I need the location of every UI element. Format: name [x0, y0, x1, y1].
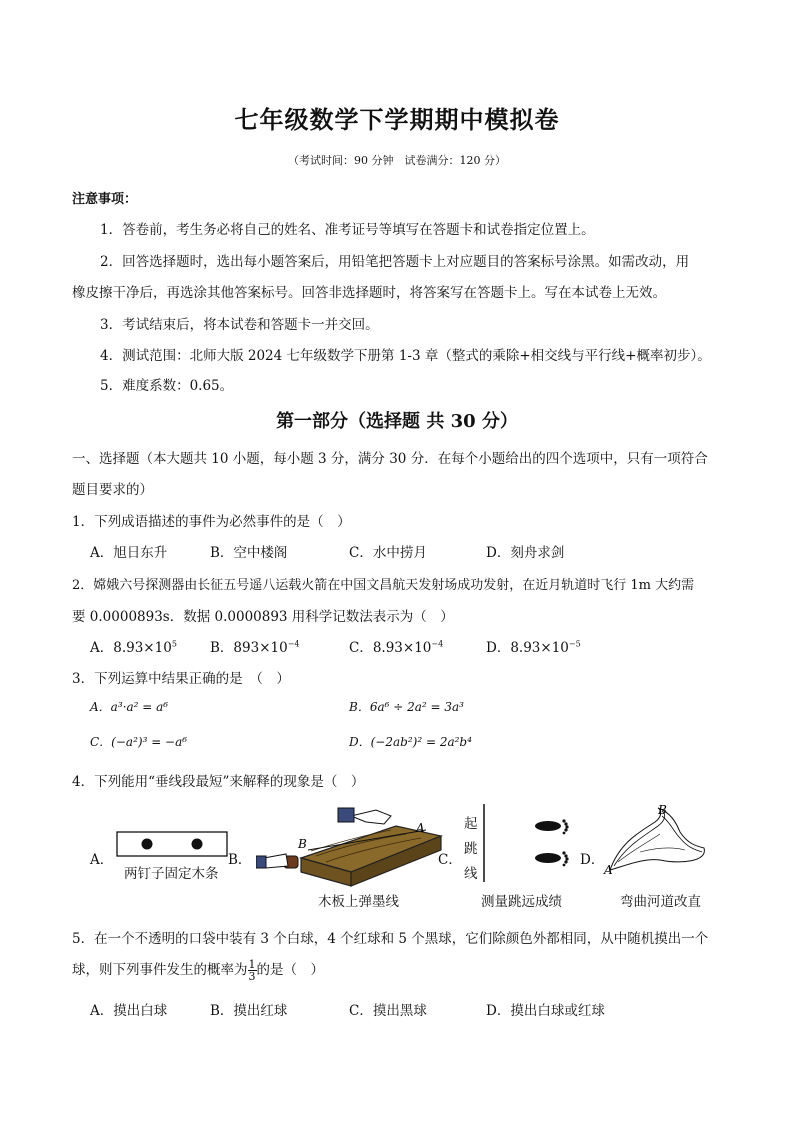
- notice-item-3: 3．考试结束后，将本试卷和答题卡一并交回。: [100, 317, 379, 333]
- part-intro-cont: 题目要求的）: [72, 482, 153, 498]
- notice-item-2-cont: 橡皮擦干净后，再选涂其他答案标号。回答非选择题时，将答案写在答题卡上。写在本试卷上无效。: [72, 285, 666, 301]
- question-4-stem: 4．下列能用“垂线段最短”来解释的现象是（ ）: [72, 774, 365, 790]
- ink-line-board-figure: [256, 806, 446, 888]
- nail-1: [142, 839, 153, 850]
- q2-option-a: A．$8.93\times 10^5$: [90, 639, 177, 656]
- notice-heading: 注意事项：: [72, 192, 138, 207]
- q1-option-d: D．刻舟求剑: [486, 545, 565, 561]
- q4-option-b-caption: 木板上弹墨线: [318, 894, 399, 910]
- q1-option-b: B．空中楼阁: [210, 545, 288, 561]
- point-b-label: B: [658, 803, 667, 817]
- long-jump-figure: [478, 804, 578, 884]
- q4-option-c-caption: 测量跳远成绩: [481, 894, 562, 910]
- q4-option-d-caption: 弯曲河道改直: [620, 894, 701, 910]
- river-map-figure: [600, 802, 715, 882]
- question-5-stem: 5．在一个不透明的口袋中装有 3 个白球，4 个红球和 5 个黑球，它们除颜色外都相同，从中随机摸出一个: [72, 931, 709, 947]
- q5-option-d: D．摸出白球或红球: [486, 1003, 605, 1019]
- section-heading: 第一部分（选择题 共 30 分）: [276, 411, 518, 432]
- q4-option-c-label: C．: [438, 852, 462, 868]
- q2-option-d: D．$8.93\times 10^{-5}$: [486, 639, 581, 656]
- q2-option-b: B．$893\times 10^{-4}$: [210, 639, 300, 656]
- question-1-stem: 1．下列成语描述的事件为必然事件的是（ ）: [72, 514, 351, 530]
- point-b-label: B: [298, 837, 307, 851]
- q1-option-c: C．水中捞月: [349, 545, 427, 561]
- notice-item-1: 1．答卷前，考生务必将自己的姓名、准考证号等填写在答题卡和试卷指定位置上。: [100, 222, 595, 238]
- q5-option-a: A．摸出白球: [90, 1003, 168, 1019]
- footprint-icon: [535, 819, 569, 834]
- page-title: 七年级数学下学期期中模拟卷: [234, 105, 560, 134]
- part-intro: 一、选择题（本大题共 10 小题，每小题 3 分，满分 30 分．在每个小题给出的四个选项中，只有一项符合: [72, 451, 708, 467]
- q4-option-a-label: A．: [90, 852, 114, 868]
- point-a-label: A: [604, 863, 613, 877]
- q3-option-b: B．6a⁶ ÷ 2a² = 3a³: [349, 700, 464, 714]
- footprint-icon: [535, 851, 569, 866]
- notice-item-5: 5．难度系数：0.65。: [100, 378, 234, 394]
- nail-2: [192, 839, 203, 850]
- wooden-strip-figure: [115, 830, 230, 860]
- notice-item-2: 2．回答选择题时，选出每小题答案后，用铅笔把答题卡上对应题目的答案标号涂黑。如需改动，用: [100, 254, 690, 270]
- question-2-stem: 2．嫦娥六号探测器由长征五号遥八运载火箭在中国文昌航天发射场成功发射，在近月轨道时飞行 1m 大约需: [72, 578, 695, 593]
- question-2-stem-cont: 要 0.0000893s．数据 0.0000893 用科学记数法表示为（ ）: [72, 609, 454, 625]
- q4-option-b-label: B．: [228, 852, 252, 868]
- exam-info: （考试时间：90 分钟 试卷满分：120 分）: [288, 154, 506, 167]
- q4-option-a-caption: 两钉子固定木条: [124, 866, 219, 882]
- q2-option-c: C．$8.93\times 10^{-4}$: [349, 639, 444, 656]
- point-a-label: A: [416, 821, 425, 835]
- q1-option-a: A．旭日东升: [90, 545, 168, 561]
- notice-item-4: 4．测试范围：北师大版 2024 七年级数学下册第 1-3 章（整式的乘除+相交线与平行线+概率初步）。: [100, 348, 711, 364]
- question-3-stem: 3．下列运算中结果正确的是 （ ）: [72, 671, 290, 687]
- q3-option-c: C．(−a²)³ = −a⁶: [90, 735, 188, 749]
- q4-option-d-label: D．: [580, 852, 605, 868]
- q3-option-a: A．a³·a² = a⁶: [90, 700, 169, 714]
- jump-line-label: 起跳线: [464, 816, 478, 882]
- q5-option-b: B．摸出红球: [210, 1003, 288, 1019]
- question-5-stem-cont: 球，则下列事件发生的概率为 $\frac{1}{3}$ 的是（ ）: [72, 958, 324, 983]
- q5-option-c: C．摸出黑球: [349, 1003, 427, 1019]
- fraction-one-third: $\frac{1}{3}$: [248, 958, 256, 983]
- q3-option-d: D．(−2ab²)² = 2a²b⁴: [349, 735, 472, 749]
